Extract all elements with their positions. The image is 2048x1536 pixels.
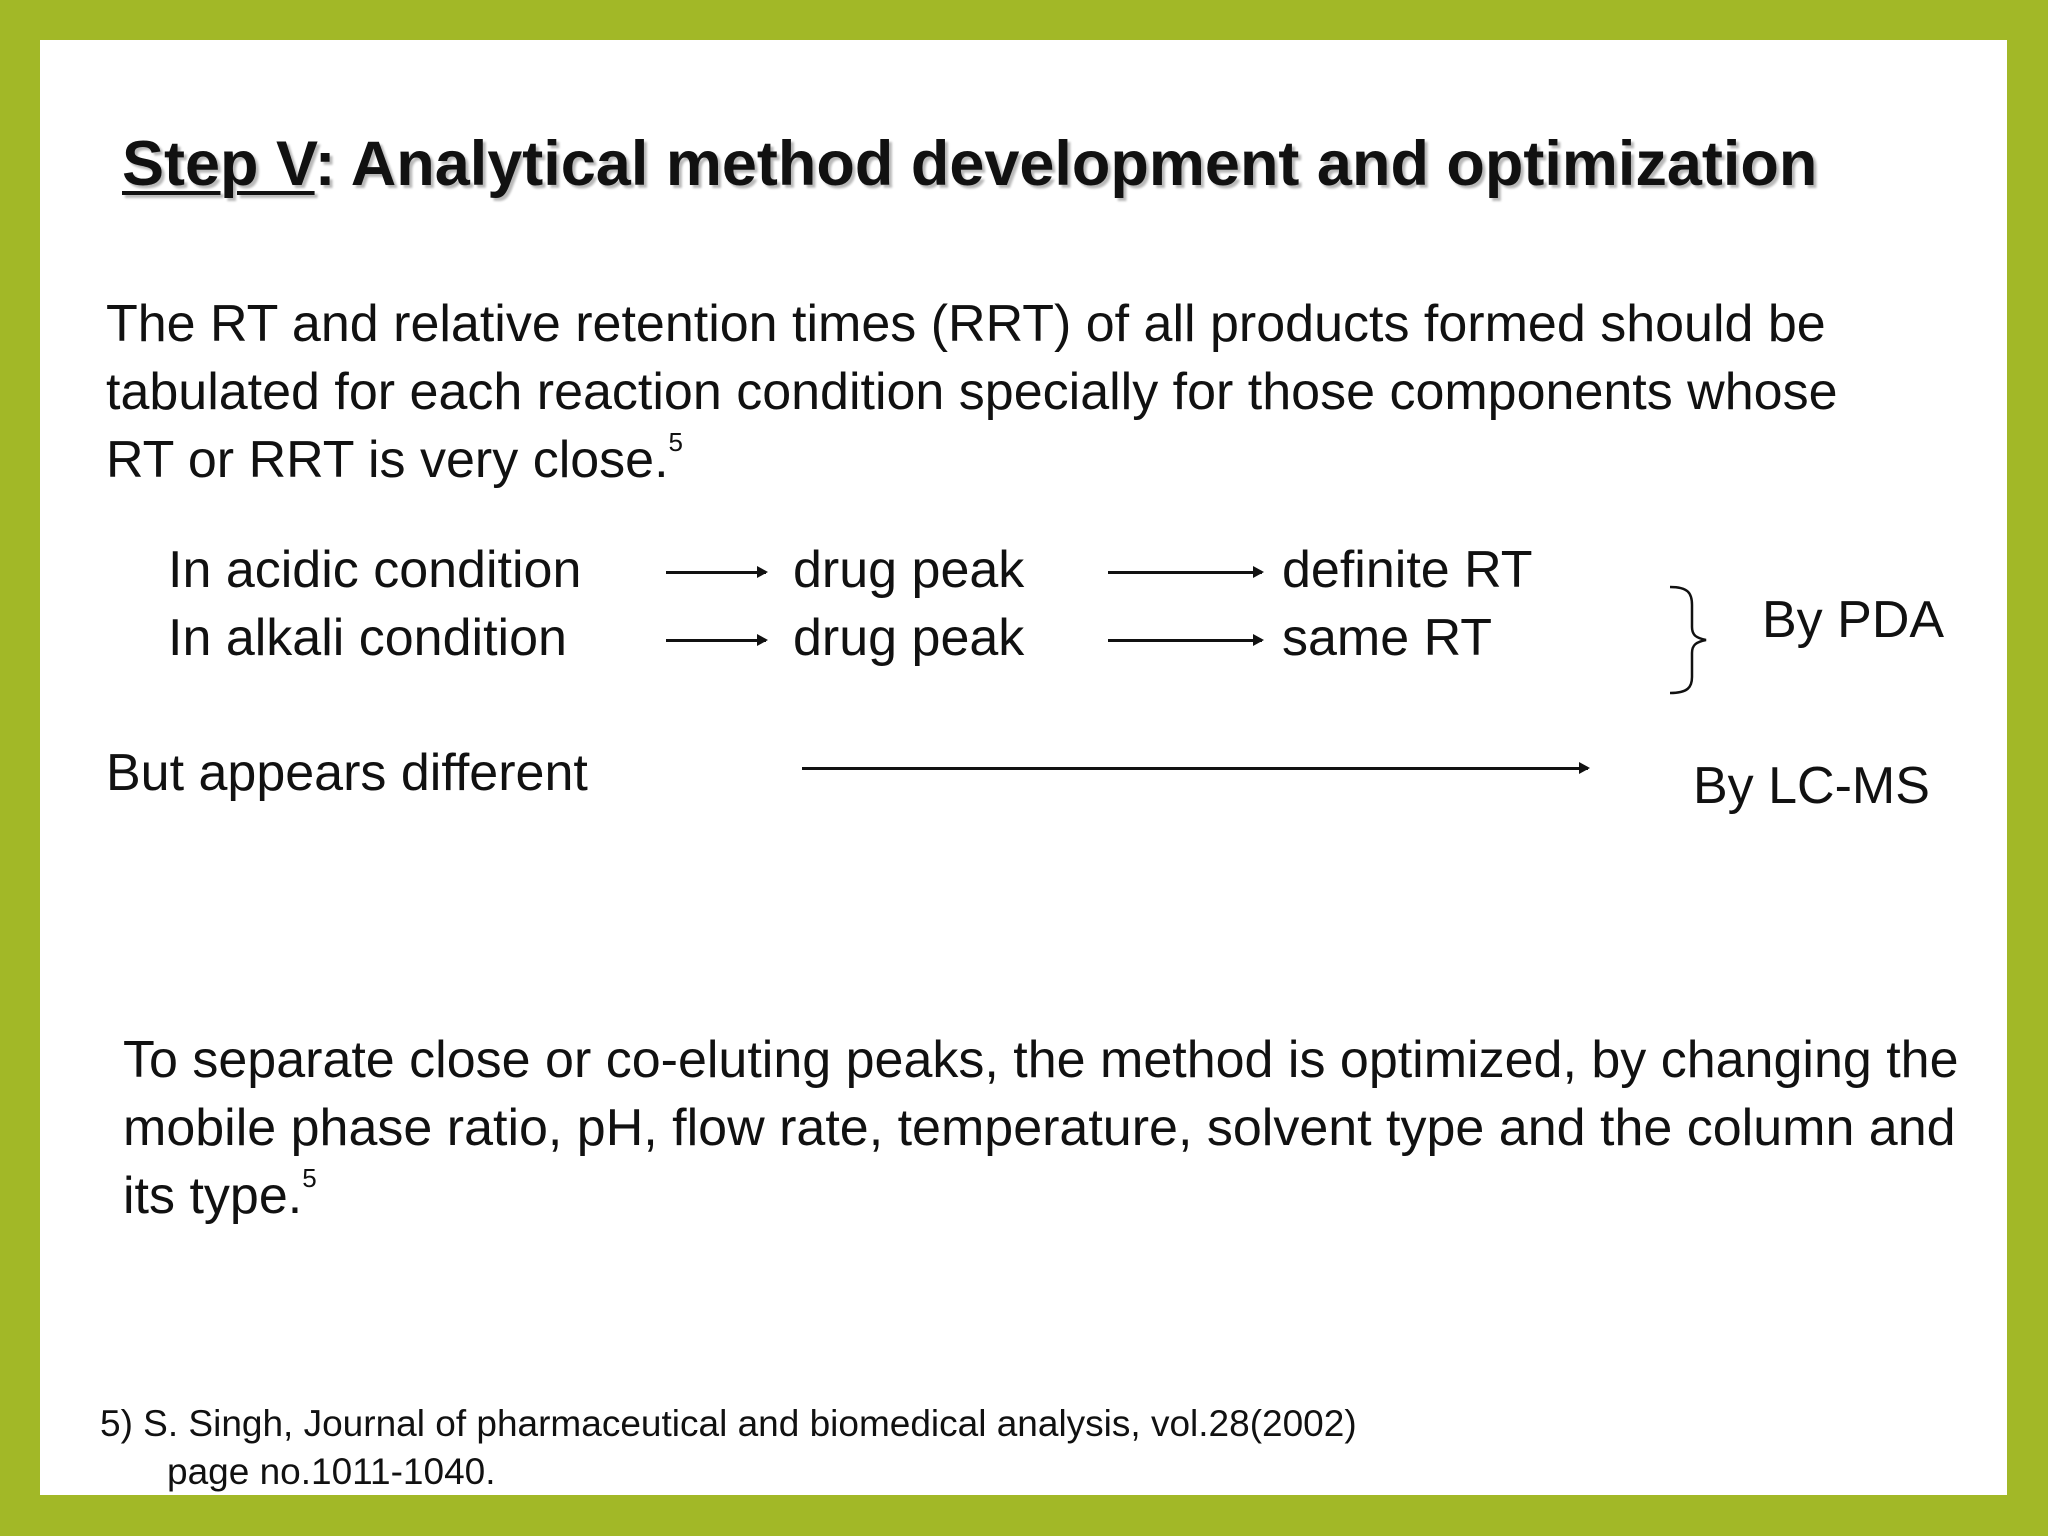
slide-title — [122, 128, 1817, 200]
reference-line-1: 5) S. Singh, Journal of pharmaceutical and biomedical analysis, vol.28(2002) — [100, 1403, 1357, 1444]
title-step: Step V — [122, 129, 315, 199]
reference-citation — [100, 1400, 1357, 1495]
by-pda-label: By PDA — [1762, 591, 1945, 649]
reference-mark: 5 — [302, 1163, 317, 1193]
optimization-paragraph-text: To separate close or co-eluting peaks, the method is optimized, by changing the mobile phase ratio, pH, flow rate, temperature, solvent type and the column and its type. — [123, 1031, 1959, 1225]
retention-paragraph — [106, 290, 1906, 494]
alkali-condition-label: In alkali condition — [168, 609, 567, 667]
reference-line-2: page no.1011-1040. — [167, 1451, 496, 1492]
slide — [40, 40, 2007, 1495]
acidic-arrow-1 — [666, 571, 766, 574]
alkali-arrow-1 — [666, 639, 766, 642]
acidic-drug-peak-label: drug peak — [793, 541, 1025, 599]
by-lcms-label: By LC-MS — [1693, 757, 1930, 815]
right-brace-icon — [1668, 545, 1728, 695]
alkali-drug-peak-label: drug peak — [793, 609, 1025, 667]
different-label: But appears different — [106, 744, 588, 802]
reference-mark: 5 — [668, 427, 683, 457]
retention-paragraph-text: The RT and relative retention times (RRT) of all products formed should be tabulated for each reaction condition specially for those components whose RT or RRT is very close. — [106, 295, 1838, 489]
same-rt-label: same RT — [1282, 609, 1492, 667]
lcms-arrow — [802, 767, 1588, 770]
title-rest: : Analytical method development and optimization — [314, 129, 1818, 199]
optimization-paragraph — [123, 1026, 1983, 1230]
acidic-condition-label: In acidic condition — [168, 541, 582, 599]
acidic-arrow-2 — [1108, 571, 1262, 574]
definite-rt-label: definite RT — [1282, 541, 1533, 599]
alkali-arrow-2 — [1108, 639, 1262, 642]
